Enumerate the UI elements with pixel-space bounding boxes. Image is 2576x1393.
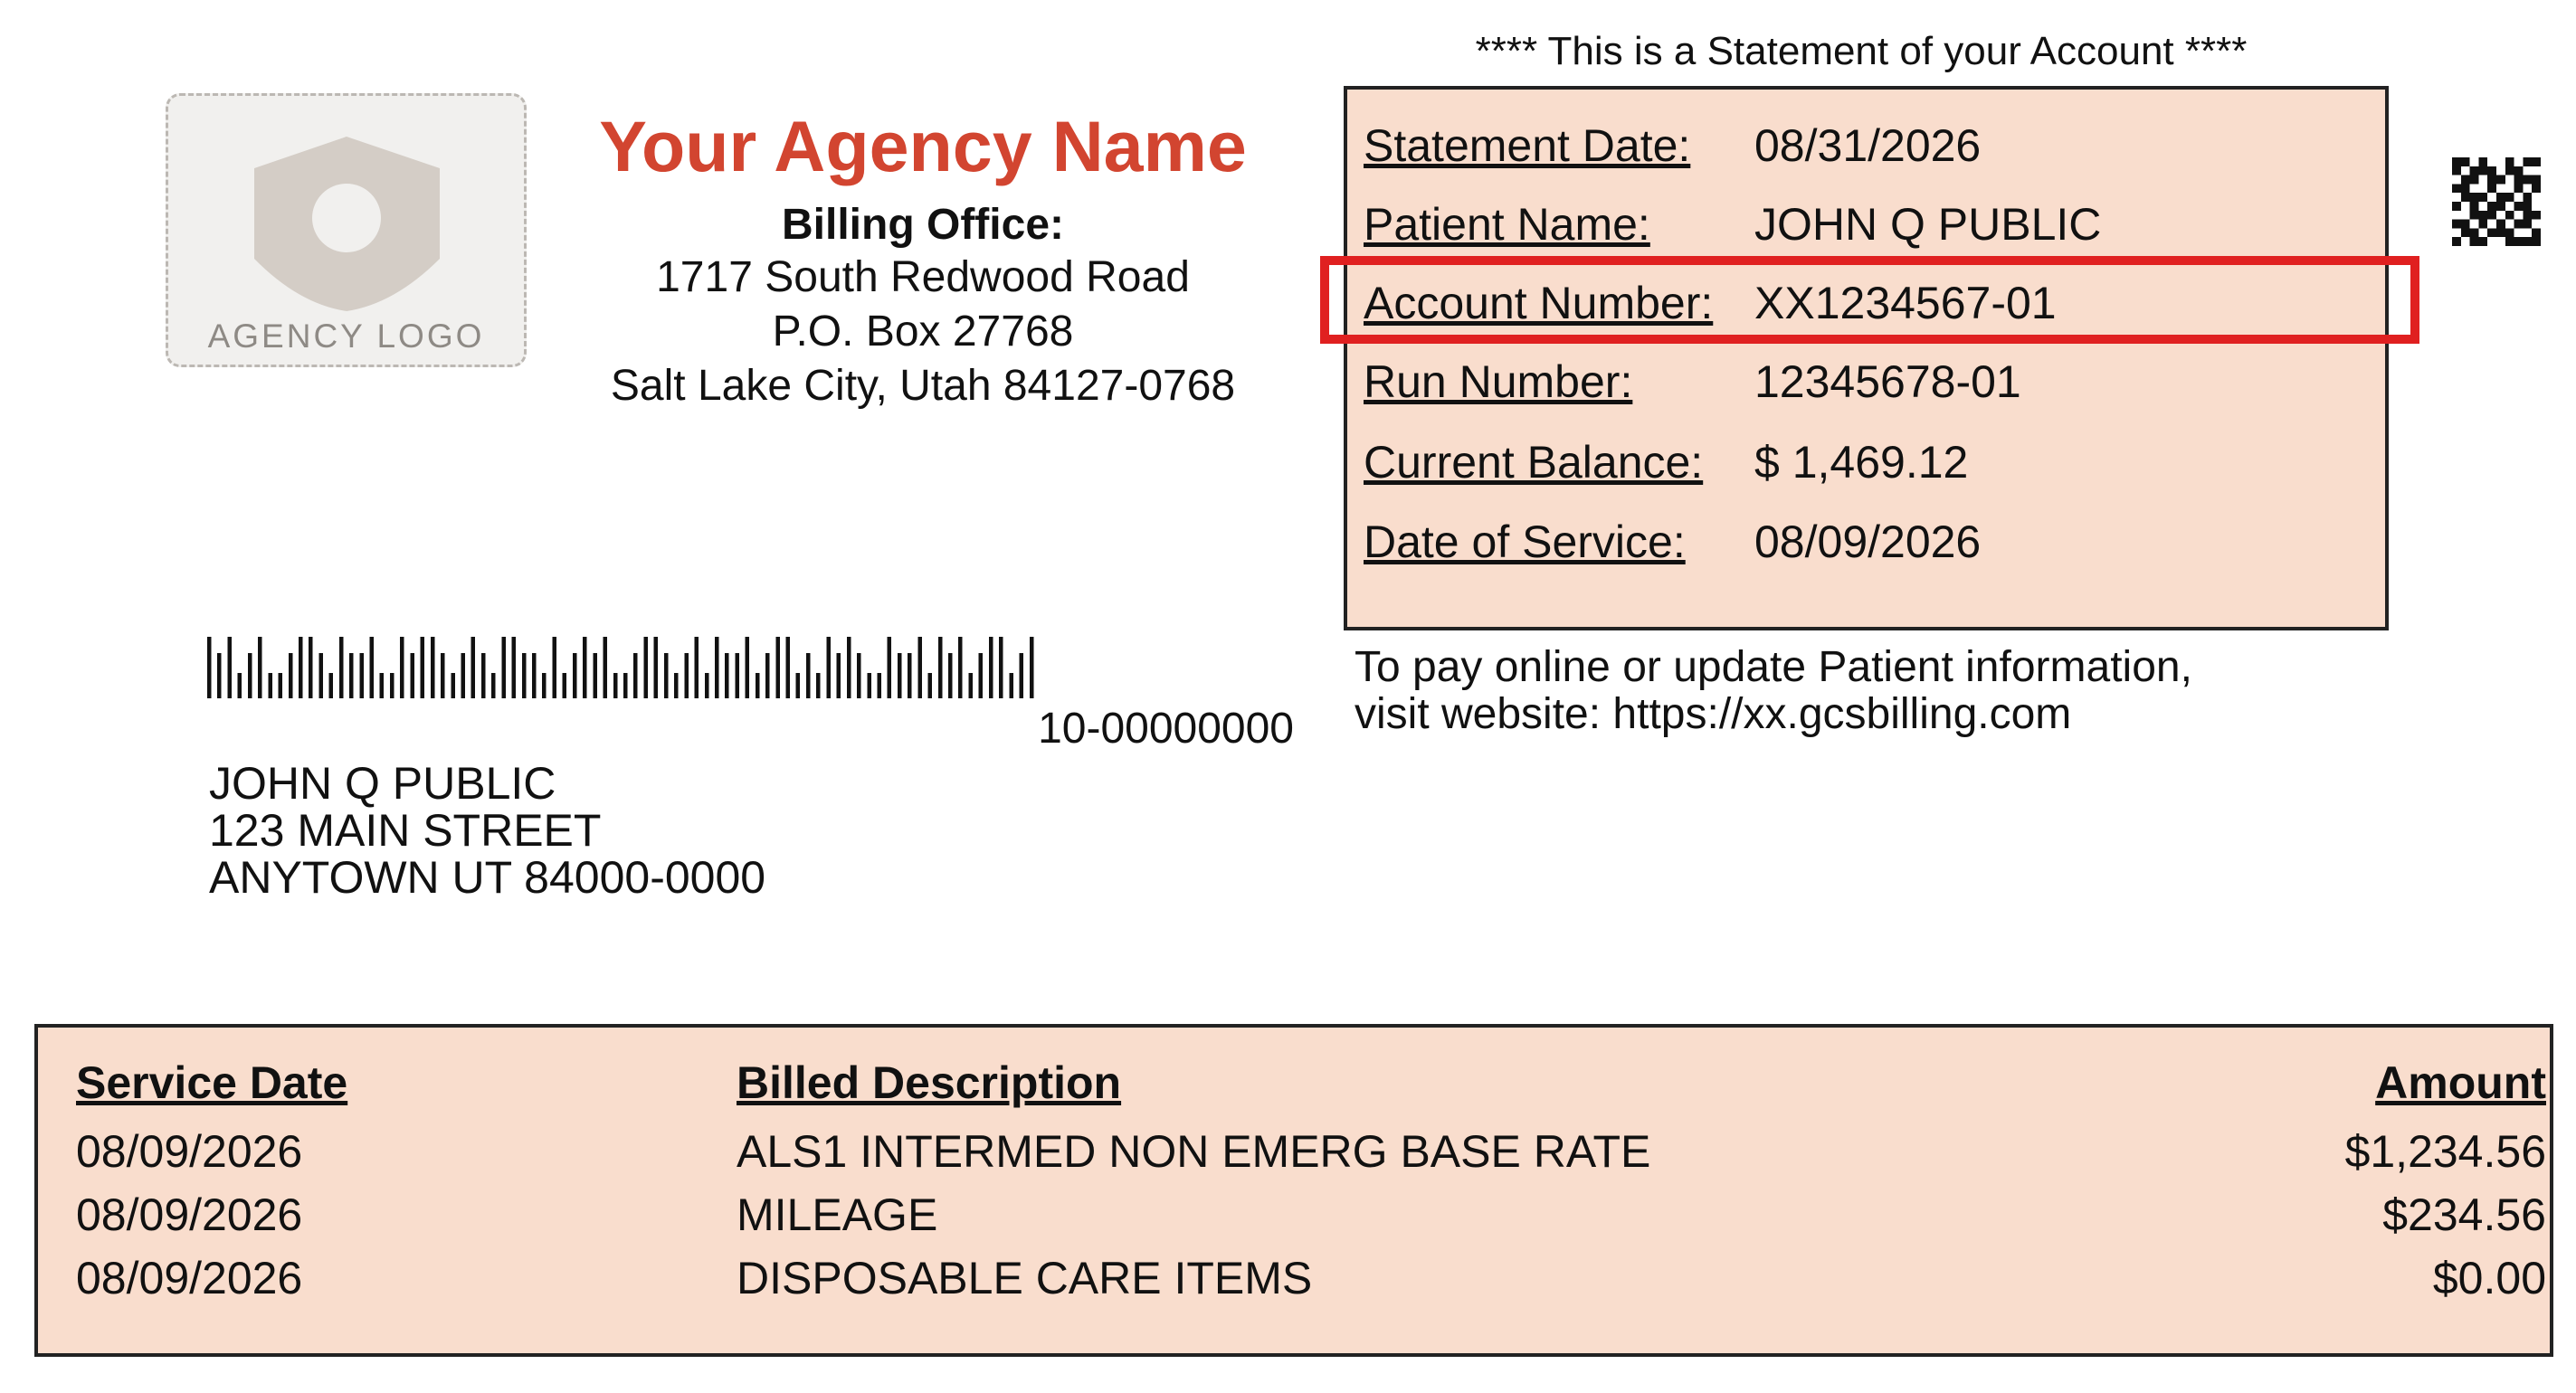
barcode-bar bbox=[593, 653, 597, 698]
qr-module bbox=[2487, 202, 2496, 211]
address-line: P.O. Box 27768 bbox=[772, 308, 1074, 356]
qr-module bbox=[2532, 228, 2541, 237]
qr-module bbox=[2478, 157, 2487, 166]
barcode-bar bbox=[501, 637, 506, 698]
barcode-bar bbox=[573, 653, 577, 698]
account-row-value: 08/31/2026 bbox=[1754, 120, 1982, 171]
barcode-bar bbox=[705, 673, 709, 698]
barcode-bar bbox=[471, 637, 476, 698]
qr-module bbox=[2452, 202, 2461, 211]
qr-module bbox=[2514, 202, 2524, 211]
qr-module bbox=[2487, 166, 2496, 175]
barcode-bar bbox=[248, 653, 252, 698]
barcode-bar bbox=[643, 637, 648, 698]
payment-note-line: visit website: https://xx.gcsbilling.com bbox=[1355, 690, 2072, 738]
recipient-line: ANYTOWN UT 84000-0000 bbox=[209, 852, 766, 903]
barcode-bar bbox=[917, 637, 922, 698]
account-row-value: JOHN Q PUBLIC bbox=[1754, 199, 2102, 250]
barcode-bar bbox=[299, 637, 303, 698]
barcode-bar bbox=[826, 637, 831, 698]
agency-name: Your Agency Name bbox=[599, 106, 1247, 186]
barcode-bar bbox=[979, 653, 984, 698]
qr-module bbox=[2523, 220, 2532, 229]
qr-module bbox=[2523, 237, 2532, 246]
barcode-bar bbox=[878, 673, 882, 698]
qr-module bbox=[2523, 211, 2532, 220]
address-line: Salt Lake City, Utah 84127-0768 bbox=[610, 362, 1236, 411]
statement-heading: **** This is a Statement of your Account **** bbox=[1475, 29, 2248, 73]
barcode-bar bbox=[796, 673, 801, 698]
barcode-bar bbox=[613, 673, 618, 698]
barcode-bar bbox=[583, 637, 587, 698]
qr-module bbox=[2452, 220, 2461, 229]
qr-module bbox=[2470, 166, 2479, 175]
qr-module bbox=[2532, 157, 2541, 166]
account-row-value: XX1234567-01 bbox=[1754, 278, 2057, 328]
qr-module bbox=[2514, 220, 2524, 229]
barcode-bar bbox=[207, 637, 212, 698]
barcode-bar bbox=[441, 653, 445, 698]
barcode-bar bbox=[857, 653, 861, 698]
table-cell-date: 08/09/2026 bbox=[76, 1126, 303, 1177]
agency-header bbox=[579, 104, 1267, 413]
account-row-label: Run Number: bbox=[1364, 356, 1633, 407]
qr-module bbox=[2461, 193, 2470, 202]
barcode-bar bbox=[542, 673, 547, 698]
qr-module bbox=[2470, 237, 2479, 246]
barcode-bar bbox=[400, 637, 404, 698]
barcode-bar bbox=[339, 637, 344, 698]
barcode-bar bbox=[522, 653, 527, 698]
barcode-bar bbox=[938, 637, 943, 698]
table-cell-description: DISPOSABLE CARE ITEMS bbox=[737, 1253, 1313, 1303]
qr-module bbox=[2523, 202, 2532, 211]
qr-module bbox=[2505, 193, 2514, 202]
barcode-bar bbox=[370, 637, 375, 698]
barcode-bar bbox=[258, 637, 262, 698]
table-cell-amount: $1,234.56 bbox=[2344, 1126, 2546, 1177]
barcode-bar bbox=[421, 637, 425, 698]
barcode-bar bbox=[999, 637, 1003, 698]
qr-module bbox=[2496, 202, 2505, 211]
barcode-bar bbox=[431, 637, 435, 698]
barcode-bar bbox=[888, 637, 892, 698]
barcode-bar bbox=[1030, 637, 1034, 698]
qr-module bbox=[2461, 157, 2470, 166]
qr-module bbox=[2461, 228, 2470, 237]
account-row-label: Statement Date: bbox=[1364, 120, 1691, 171]
qr-module bbox=[2532, 211, 2541, 220]
barcode-bar bbox=[604, 637, 608, 698]
qr-module bbox=[2478, 193, 2487, 202]
barcode-bar bbox=[735, 653, 739, 698]
barcode-bar bbox=[238, 673, 242, 698]
qr-module bbox=[2505, 157, 2514, 166]
qr-module bbox=[2452, 237, 2461, 246]
barcode-bar bbox=[664, 653, 669, 698]
barcode-bar bbox=[390, 673, 394, 698]
shield-icon bbox=[250, 132, 444, 313]
qr-module bbox=[2514, 237, 2524, 246]
qr-module bbox=[2478, 237, 2487, 246]
qr-module bbox=[2478, 166, 2487, 175]
qr-module bbox=[2532, 175, 2541, 185]
barcode-bar bbox=[481, 653, 486, 698]
barcode-bar bbox=[684, 653, 689, 698]
barcode-bar bbox=[359, 653, 364, 698]
qr-module bbox=[2461, 175, 2470, 185]
column-header-description: Billed Description bbox=[737, 1057, 1122, 1108]
barcode-bar bbox=[491, 673, 496, 698]
qr-module bbox=[2487, 184, 2496, 193]
logo-text: AGENCY LOGO bbox=[207, 317, 485, 355]
barcode-number: 10-00000000 bbox=[1038, 705, 1294, 753]
barcode-bar bbox=[227, 637, 232, 698]
recipient-line: JOHN Q PUBLIC bbox=[209, 758, 556, 809]
qr-module bbox=[2470, 193, 2479, 202]
qr-module bbox=[2452, 157, 2461, 166]
qr-module bbox=[2496, 175, 2505, 185]
barcode-bar bbox=[816, 673, 821, 698]
barcode-bar bbox=[847, 637, 851, 698]
qr-module bbox=[2505, 237, 2514, 246]
barcode-bar bbox=[461, 653, 466, 698]
barcode-bar bbox=[623, 673, 628, 698]
barcode-bar bbox=[725, 653, 729, 698]
barcode-bar bbox=[654, 637, 659, 698]
barcode-bar bbox=[451, 673, 455, 698]
qr-module bbox=[2470, 175, 2479, 185]
barcode-bar bbox=[908, 653, 912, 698]
postal-barcode bbox=[207, 637, 1040, 698]
barcode-bar bbox=[786, 637, 791, 698]
account-row-label: Account Number: bbox=[1364, 278, 1714, 328]
qr-module bbox=[2470, 228, 2479, 237]
qr-module bbox=[2461, 220, 2470, 229]
barcode-bar bbox=[309, 637, 313, 698]
account-row-value: 08/09/2026 bbox=[1754, 516, 1982, 567]
qr-module bbox=[2532, 184, 2541, 193]
qr-module bbox=[2505, 166, 2514, 175]
table-cell-date: 08/09/2026 bbox=[76, 1189, 303, 1240]
barcode-bar bbox=[806, 653, 811, 698]
qr-module bbox=[2461, 184, 2470, 193]
account-info-panel bbox=[1344, 86, 2389, 630]
qr-module bbox=[2452, 166, 2461, 175]
qr-module bbox=[2505, 228, 2514, 237]
barcode-bar bbox=[958, 637, 963, 698]
table-cell-date: 08/09/2026 bbox=[76, 1253, 303, 1303]
qr-module bbox=[2452, 184, 2461, 193]
qr-module bbox=[2514, 166, 2524, 175]
barcode-bar bbox=[410, 653, 414, 698]
barcode-bar bbox=[756, 673, 760, 698]
qr-module bbox=[2523, 193, 2532, 202]
column-header-service-date: Service Date bbox=[76, 1057, 348, 1108]
qr-module bbox=[2532, 237, 2541, 246]
qr-module bbox=[2496, 220, 2505, 229]
barcode-bar bbox=[695, 637, 699, 698]
qr-module bbox=[2478, 220, 2487, 229]
payment-note bbox=[1355, 644, 2192, 738]
barcode-bar bbox=[1009, 673, 1013, 698]
barcode-bar bbox=[867, 673, 871, 698]
barcode-bar bbox=[329, 673, 334, 698]
barcode-bar bbox=[746, 637, 750, 698]
barcode-bar bbox=[775, 637, 780, 698]
qr-module bbox=[2478, 211, 2487, 220]
barcode-bar bbox=[715, 637, 719, 698]
barcode-bar bbox=[948, 653, 953, 698]
table-cell-amount: $234.56 bbox=[2382, 1189, 2546, 1240]
billing-office-label: Billing Office: bbox=[782, 200, 1064, 249]
qr-module bbox=[2523, 175, 2532, 185]
barcode-bar bbox=[898, 653, 902, 698]
qr-module bbox=[2470, 202, 2479, 211]
agency-logo bbox=[166, 93, 527, 367]
account-row-value: $ 1,469.12 bbox=[1754, 437, 1969, 488]
barcode-bar bbox=[1020, 653, 1024, 698]
table-cell-description: MILEAGE bbox=[737, 1189, 938, 1240]
qr-module bbox=[2514, 184, 2524, 193]
recipient-address bbox=[209, 760, 765, 901]
qr-module bbox=[2505, 211, 2514, 220]
address-line: 1717 South Redwood Road bbox=[656, 253, 1190, 302]
barcode-bar bbox=[217, 653, 222, 698]
table-cell-description: ALS1 INTERMED NON EMERG BASE RATE bbox=[737, 1126, 1651, 1177]
barcode-bar bbox=[765, 653, 770, 698]
account-row-label: Patient Name: bbox=[1364, 199, 1650, 250]
barcode-bar bbox=[289, 653, 293, 698]
barcode-bar bbox=[989, 637, 993, 698]
barcode-bar bbox=[674, 673, 679, 698]
payment-note-line: To pay online or update Patient information, bbox=[1355, 643, 2192, 691]
qr-module bbox=[2496, 228, 2505, 237]
account-row-label: Current Balance: bbox=[1364, 437, 1704, 488]
qr-code bbox=[2452, 156, 2541, 247]
qr-module bbox=[2496, 193, 2505, 202]
recipient-line: 123 MAIN STREET bbox=[209, 805, 602, 856]
barcode-bar bbox=[553, 637, 557, 698]
qr-module bbox=[2487, 175, 2496, 185]
account-row-value: 12345678-01 bbox=[1754, 356, 2021, 407]
barcode-bar bbox=[349, 653, 354, 698]
barcode-bar bbox=[563, 673, 567, 698]
qr-module bbox=[2470, 211, 2479, 220]
service-table bbox=[34, 1024, 2553, 1357]
barcode-bar bbox=[532, 653, 537, 698]
qr-module bbox=[2523, 157, 2532, 166]
barcode-bar bbox=[928, 673, 933, 698]
barcode-bar bbox=[512, 637, 517, 698]
barcode-bar bbox=[380, 673, 385, 698]
barcode-bar bbox=[318, 653, 323, 698]
account-number-highlight bbox=[1320, 256, 2419, 344]
barcode-bar bbox=[268, 673, 272, 698]
table-cell-amount: $0.00 bbox=[2432, 1253, 2546, 1303]
column-header-amount: Amount bbox=[2375, 1057, 2546, 1108]
qr-module bbox=[2514, 175, 2524, 185]
barcode-bar bbox=[279, 673, 283, 698]
barcode-bar bbox=[969, 673, 974, 698]
qr-module bbox=[2487, 211, 2496, 220]
barcode-bar bbox=[837, 653, 841, 698]
barcode-bar bbox=[633, 653, 638, 698]
qr-module bbox=[2487, 228, 2496, 237]
account-row-label: Date of Service: bbox=[1364, 516, 1686, 567]
